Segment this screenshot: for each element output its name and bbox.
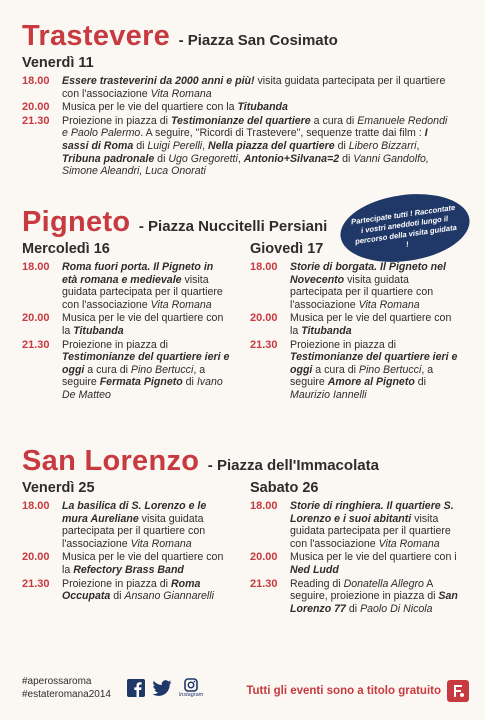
event-description: Essere trasteverini da 2000 anni e più! visita guidata partecipata per il quartiere con l'associazione Vita Romana: [62, 75, 446, 100]
venue-label: - Piazza San Cosimato: [178, 32, 338, 49]
day-heading: Venerdì 25: [22, 480, 95, 496]
event-row: [22, 500, 230, 550]
social-links: [126, 678, 204, 698]
event-description: Storie di ringhiera. Il quartiere S. Lorenzo e i suoi abitanti visita guidata partecipata per il quartiere con l'associazione Vita Romana: [290, 500, 454, 550]
event-row: [22, 551, 230, 576]
venue-label: - Piazza dell'Immacolata: [207, 457, 379, 474]
event-row: [22, 312, 230, 337]
event-time: 20.00: [250, 551, 278, 564]
hashtag: #aperossaroma: [22, 676, 92, 687]
roma-logo: [447, 680, 469, 702]
event-time: 20.00: [250, 312, 278, 325]
event-description: Musica per le vie del quartiere con i Ned Ludd: [290, 551, 457, 576]
event-list: [22, 75, 452, 178]
event-time: 21.30: [250, 577, 278, 590]
event-time: 21.30: [22, 577, 50, 590]
event-description: Musica per le vie del quartiere con la Titubanda: [290, 312, 452, 337]
event-description: Musica per le vie del quartiere con la Titubanda: [62, 101, 288, 114]
event-row: [22, 261, 230, 311]
event-time: 18.00: [22, 261, 50, 273]
footer: [22, 676, 471, 710]
event-time: 20.00: [22, 551, 50, 564]
event-description: Roma fuori porta. Il Pigneto in età romana e medievale visita guidata partecipata per il quartiere con l'associazione Vita Romana: [62, 261, 223, 311]
event-time: 18.00: [22, 500, 50, 512]
event-row: [250, 551, 460, 576]
event-description: Proiezione in piazza di Roma Occupata di Ansano Giannarelli: [62, 577, 214, 603]
twitter-icon[interactable]: [152, 678, 172, 698]
event-description: Proiezione in piazza di Testimonianze del quartiere ieri e oggi a cura di Pino Bertucci, a seguire Fermata Pigneto di Ivano De Matteo: [62, 338, 230, 401]
column-left: [22, 478, 230, 604]
event-list: [250, 261, 460, 402]
event-time: 18.00: [22, 75, 50, 87]
event-time: 21.30: [22, 114, 50, 127]
event-list: [22, 500, 230, 603]
place-title: San Lorenzo: [22, 445, 200, 477]
facebook-icon[interactable]: [126, 678, 146, 698]
event-description: Musica per le vie del quartiere con la Refectory Brass Band: [62, 551, 224, 576]
event-row: [250, 339, 460, 402]
event-time: 20.00: [22, 101, 50, 114]
free-notice: Tutti gli eventi sono a titolo gratuito: [246, 685, 441, 697]
event-description: Storie di borgata. Il Pigneto nel Novecento visita guidata partecipata per il quartiere con l'associazione Vita Romana: [290, 261, 446, 311]
event-description: Proiezione in piazza di Testimonianze del quartiere a cura di Emanuele Redondi e Paolo Palermo. A seguire, "Ricordi di Trastevere", sequenze tratte dai film : I sassi di Roma di Luigi Perelli, Nella piazza del quartiere di Libero Bizzarri, Tribuna padronale di Ugo Gregoretti, Antonio+Silvana=2 di Vanni Gandolfo, Simone Aleandri, Luca Onorati: [62, 114, 448, 178]
event-row: [250, 261, 460, 311]
section-san-lorenzo: [22, 445, 471, 658]
event-description: La basilica di S. Lorenzo e le mura Aureliane visita guidata partecipata per il quartiere con l'associazione Vita Romana: [62, 500, 207, 550]
event-time: 18.00: [250, 261, 278, 273]
event-row: [22, 101, 452, 114]
column-right: [250, 478, 460, 616]
event-row: [250, 312, 460, 337]
event-row: [22, 75, 452, 100]
instagram-label: Instagram: [178, 692, 204, 698]
place-title: Trastevere: [22, 20, 171, 52]
event-row: [22, 578, 230, 603]
hashtags: [22, 676, 111, 701]
event-description: Proiezione in piazza di Testimonianze del quartiere ieri e oggi a cura di Pino Bertucci, a seguire Amore al Pigneto di Maurizio Iannelli: [290, 338, 458, 401]
event-list: [250, 500, 460, 615]
event-time: 18.00: [250, 500, 278, 512]
event-row: [22, 339, 230, 402]
column-right: [250, 239, 460, 403]
instagram-icon[interactable]: [178, 678, 204, 698]
event-time: 21.30: [250, 338, 278, 351]
event-time: 21.30: [22, 338, 50, 351]
day-heading: Sabato 26: [250, 480, 319, 496]
event-time: 20.00: [22, 312, 50, 325]
section-trastevere: [22, 20, 471, 179]
event-row: [250, 500, 460, 550]
day-heading: Venerdì 11: [22, 55, 94, 71]
event-description: Reading di Donatella Allegro A seguire, proiezione in piazza di San Lorenzo 77 di Paolo Di Nicola: [290, 577, 458, 615]
day-heading: Mercoledì 16: [22, 241, 110, 257]
place-title: Pigneto: [22, 206, 131, 238]
section-header: [22, 445, 471, 478]
day-heading: Giovedì 17: [250, 241, 324, 257]
sticker-note: Partecipate tutti ! Raccontate i vostri aneddoti lungo il percorso della visita guidata !: [336, 186, 474, 269]
hashtag: #estateromana2014: [22, 688, 111, 700]
event-description: Musica per le vie del quartiere con la Titubanda: [62, 312, 224, 337]
event-row: [250, 578, 460, 616]
venue-label: - Piazza Nuccitelli Persiani: [138, 218, 328, 235]
column-left: [22, 239, 230, 403]
event-row: [22, 115, 452, 178]
section-header: [22, 20, 471, 53]
event-list: [22, 261, 230, 402]
